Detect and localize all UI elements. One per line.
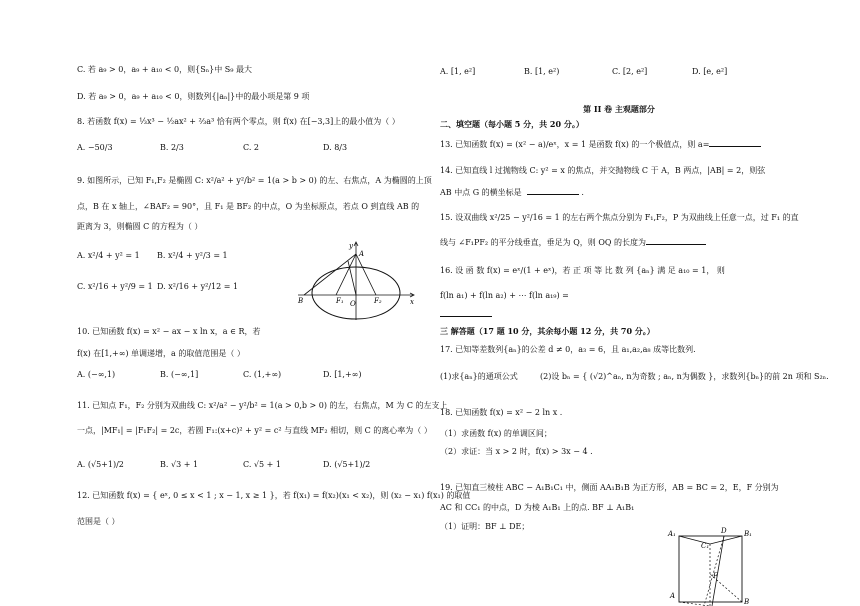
part2-title: 第 II 卷 主观题部分 xyxy=(583,104,655,114)
q8-option-d: D. 8/3 xyxy=(323,143,348,152)
label-b: B xyxy=(744,598,750,606)
q9-option-c: C. x²/16 + y²/9 = 1 xyxy=(77,282,153,291)
label-x: x xyxy=(410,298,414,306)
q12-option-a: A. [1, e²] xyxy=(440,67,476,76)
q9-ellipse-figure xyxy=(292,238,422,320)
q15-line1: 15. 设双曲线 x²/25 − y²/16 = 1 的左右两个焦点分别为 F₁,F₂，P 为双曲线上任意一点，过 F₁ 的直 xyxy=(440,213,799,222)
line-a-to-c xyxy=(679,602,710,606)
q16-answer-blank xyxy=(440,316,492,317)
fill-in-section-title: 二、填空题（每小题 5 分，共 20 分。） xyxy=(440,119,584,129)
q18-stem: 18. 已知函数 f(x) = x² − 2 ln x . xyxy=(440,408,563,417)
prism-front-face xyxy=(679,536,742,602)
q17-part1: (1)求{aₙ}的通项公式 xyxy=(440,372,518,381)
q13-answer-blank xyxy=(709,138,761,147)
label-b1: B₁ xyxy=(744,530,752,538)
line-af1 xyxy=(336,254,356,295)
q15-text: 线与 ∠F₁PF₂ 的平分线垂直，垂足为 Q，则 OQ 的长度为 xyxy=(440,238,646,247)
label-o: O xyxy=(350,300,356,308)
q9-option-b: B. x²/4 + y²/3 = 1 xyxy=(157,251,228,260)
q11-option-a: A. (√5+1)/2 xyxy=(77,460,124,469)
q8-option-b: B. 2/3 xyxy=(160,143,184,152)
q9-option-d: D. x²/16 + y²/12 = 1 xyxy=(157,282,239,291)
label-f2: F₂ xyxy=(374,297,382,305)
q14-line2: AB 中点 G 的横坐标是 . xyxy=(440,188,584,197)
q9-line3: 距离为 3，则椭圆 C 的方程为（ ） xyxy=(77,222,203,231)
q15-answer-blank xyxy=(646,236,706,245)
q12-option-c: C. [2, e²] xyxy=(612,67,648,76)
label-a: A xyxy=(670,592,676,600)
label-y: y xyxy=(349,242,353,250)
q13-stem xyxy=(440,138,761,150)
q10-option-b: B. (−∞,1] xyxy=(160,370,199,379)
q14-text: AB 中点 G 的横坐标是 xyxy=(440,188,522,197)
q8-option-c: C. 2 xyxy=(243,143,260,152)
q12-line2: 范围是（ ） xyxy=(77,517,120,526)
q9-line2: 点，B 在 x 轴上，∠BAF₂ = 90°，且 F₁ 是 BF₂ 的中点，O 为坐标原点，若点 O 到直线 AB 的 xyxy=(77,202,420,211)
line-oa-perp xyxy=(348,261,356,295)
q19-prism-figure xyxy=(664,524,760,606)
q9-line1: 9. 如图所示，已知 F₁,F₂ 是椭圆 C: x²/a² + y²/b² = 1(a > b > 0) 的左、右焦点，A 为椭圆的上顶 xyxy=(77,176,432,185)
label-a1: A₁ xyxy=(668,530,676,538)
line-af2 xyxy=(356,254,376,295)
q16-line1: 16. 设 函 数 f(x) = eˣ/(1 + eˣ)，若 正 项 等 比 数 列 {aₙ} 满 足 a₁₀ = 1， 则 xyxy=(440,266,725,275)
label-b: B xyxy=(298,297,304,305)
q16-line2: f(ln a₁) + f(ln a₂) + ⋯ f(ln a₁₉) = xyxy=(440,291,569,300)
q19-line2: AC 和 CC₁ 的中点，D 为棱 A₁B₁ 上的点. BF ⊥ A₁B₁ xyxy=(440,503,635,512)
q11-line1: 11. 已知点 F₁，F₂ 分别为双曲线 C: x²/a² − y²/b² = 1(a > 0,b > 0) 的左，右焦点，M 为 C 的左支上 xyxy=(77,401,448,410)
q8-stem: 8. 若函数 f(x) = ⅓x³ − ½ax² + ⅔a³ 恰有两个零点，则 f(x) 在[−3,3]上的最小值为（ ） xyxy=(77,117,400,126)
edge-b1-c1 xyxy=(710,536,742,544)
label-a: A xyxy=(359,250,365,258)
q19-line1: 19. 已知直三棱柱 ABC − A₁B₁C₁ 中，侧面 AA₁B₁B 为正方形，AB = BC = 2，E，F 分别为 xyxy=(440,483,779,492)
q7-option-d: D. 若 a₉ > 0，a₉ + a₁₀ < 0，则数列{|aₙ|}中的最小项是第 9 项 xyxy=(77,92,310,101)
q12-option-b: B. [1, e²) xyxy=(524,67,560,76)
q19-part1: （1）证明：BF ⊥ DE； xyxy=(440,522,530,531)
q12-line1: 12. 已知函数 f(x) = { eˣ, 0 ≤ x < 1 ; x − 1, x ≥ 1 }，若 f(x₁) = f(x₂)(x₁ < x₂)，则 (x₂ − x₁) f(x₁) 的取值 xyxy=(77,491,471,500)
q9-option-a: A. x²/4 + y² = 1 xyxy=(77,251,140,260)
q12-option-d: D. [e, e²] xyxy=(692,67,728,76)
label-d: D xyxy=(721,527,727,535)
q8-option-a: A. −50/3 xyxy=(77,143,113,152)
q14-line1: 14. 已知直线 l 过抛物线 C: y² = x 的焦点，并交抛物线 C 于 A，B 两点，|AB| = 2，则弦 xyxy=(440,166,766,175)
solve-section-title: 三 解答题（17 题 10 分，其余每小题 12 分，共 70 分。） xyxy=(440,326,655,336)
q10-option-c: C. (1,+∞) xyxy=(243,370,282,379)
q17-line1: 17. 已知等差数列{aₙ}的公差 d ≠ 0，a₃ = 6，且 a₁,a₂,a₈ 成等比数列. xyxy=(440,345,696,354)
line-ba xyxy=(304,254,356,295)
q11-option-b: B. √3 + 1 xyxy=(160,460,199,469)
q11-option-d: D. (√5+1)/2 xyxy=(323,460,371,469)
q17-part2: (2)设 bₙ = { (√2)^aₙ, n为奇数 ; aₙ, n为偶数 }，求数列{bₙ}的前 2n 项和 S₂ₙ. xyxy=(540,372,829,381)
label-f: F xyxy=(713,572,718,580)
q14-answer-blank xyxy=(527,186,579,195)
q18-part2: （2）求证：当 x > 2 时，f(x) > 3x − 4 . xyxy=(440,447,593,456)
q10-option-d: D. [1,+∞) xyxy=(323,370,362,379)
q13-text: 13. 已知函数 f(x) = (x² − a)/eˣ，x = 1 是函数 f(x) 的一个极值点，则 a= xyxy=(440,140,710,149)
q11-line2: 一点，|MF₁| = |F₁F₂| = 2c，若圆 F₁:(x+c)² + y² = c² 与直线 MF₂ 相切，则 C 的离心率为（ ） xyxy=(77,426,432,435)
q7-option-c: C. 若 a₉ > 0，a₉ + a₁₀ < 0，则{Sₙ}中 S₉ 最大 xyxy=(77,65,253,74)
q10-option-a: A. (−∞,1) xyxy=(77,370,116,379)
q10-line1: 10. 已知函数 f(x) = x² − ax − x ln x，a ∈ R，若 xyxy=(77,327,261,336)
q11-option-c: C. √5 + 1 xyxy=(243,460,281,469)
label-c1: C₁ xyxy=(701,542,710,550)
q15-line2 xyxy=(440,236,706,248)
q10-line2: f(x) 在[1,+∞) 单调递增，a 的取值范围是（ ） xyxy=(77,349,245,358)
q18-part1: （1）求函数 f(x) 的单调区间； xyxy=(440,429,552,438)
label-f1: F₁ xyxy=(336,297,344,305)
